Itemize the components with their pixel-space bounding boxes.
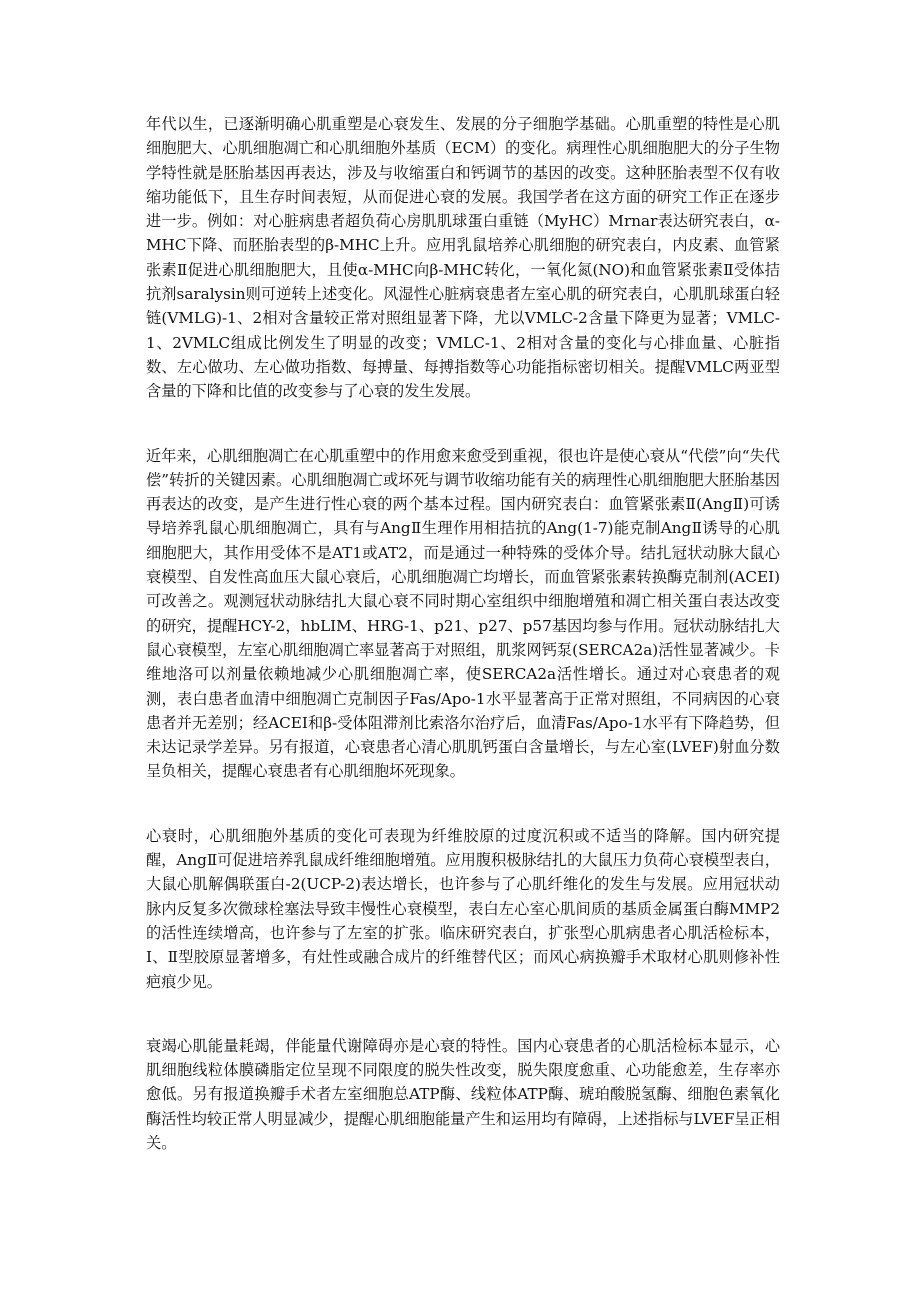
paragraph-myocardial-remodeling: 年代以生，已逐渐明确心肌重塑是心衰发生、发展的分子细胞学基础。心肌重塑的特性是心肌细胞肥大、心肌细胞凋亡和心肌细胞外基质（ECM）的变化。病理性心肌细胞肥大的分子生物学特性就是胚胎基因再表达，涉及与收缩蛋白和钙调节的基因的改变。这种胚胎表型不仅有收缩功能低下，且生存时间表短，从而促进心衰的发展。我国学者在这方面的研究工作正在逐步进一步。例如：对心脏病患者超负荷心房肌肌球蛋白重链（MyHC）Mrnar表达研究表白，α-MHC下降、而胚胎表型的β-MHC上升。应用乳鼠培养心肌细胞的研究表白，内皮素、血管紧张素Ⅱ促进心肌细胞肥大，且使α-MHC向β-MHC转化，一氧化氮(NO)和血管紧张素Ⅱ受体拮抗剂saralysin则可逆转上述变化。风湿性心脏病衰患者左室心肌的研究表白，心肌肌球蛋白轻链(VMLG)-1、2相对含量较正常对照组显著下降，尤以VMLC-2含量下降更为显著；VMLC-1、2VMLC组成比例发生了明显的改变；VMLC-1、2相对含量的变化与心排血量、心脏指数、左心做功、左心做功指数、每搏量、每搏指数等心功能指标密切相关。提醒VMLC两亚型含量的下降和比值的改变参与了心衰的发生发展。: [146, 115, 780, 401]
document-body: [146, 112, 780, 1155]
paragraph-cardiomyocyte-apoptosis: 近年来，心肌细胞凋亡在心肌重塑中的作用愈来愈受到重视，很也许是使心衰从“代偿”向“失代偿”转折的关键因素。心肌细胞凋亡或坏死与调节收缩功能有关的病理性心肌细胞肥大胚胎基因再表达的改变，是产生进行性心衰的两个基本过程。国内研究表白：血管紧张素Ⅱ(AngⅡ)可诱导培养乳鼠心肌细胞凋亡，具有与AngⅡ生理作用相拮抗的Ang(1-7)能克制AngⅡ诱导的心肌细胞肥大，其作用受体不是AT1或AT2，而是通过一种特殊的受体介导。结扎冠状动脉大鼠心衰模型、自发性高血压大鼠心衰后，心肌细胞凋亡均增长，而血管紧张素转换酶克制剂(ACEI)可改善之。观测冠状动脉结扎大鼠心衰不同时期心室组织中细胞增殖和凋亡相关蛋白表达改变的研究，提醒HCY-2，hbLIM、HRG-1、p21、p27、p57基因均参与作用。冠状动脉结扎大鼠心衰模型，左室心肌细胞凋亡率显著高于对照组，肌浆网钙泵(SERCA2a)活性显著减少。卡维地洛可以剂量依赖地减少心肌细胞凋亡率，使SERCA2a活性增长。通过对心衰患者的观测，表白患者血清中细胞凋亡克制因子Fas/Apo-1水平显著高于正常对照组，不同病因的心衰患者并无差别；经ACEI和β-受体阻滞剂比索洛尔治疗后，血清Fas/Apo-1水平有下降趋势，但未达记录学差异。另有报道，心衰患者心清心肌肌钙蛋白含量增长，与左心室(LVEF)射血分数呈负相关，提醒心衰患者有心肌细胞坏死现象。: [146, 446, 780, 781]
paragraph-extracellular-matrix: 心衰时，心肌细胞外基质的变化可表现为纤维胶原的过度沉积或不适当的降解。国内研究提醒，AngⅡ可促进培养乳鼠成纤维细胞增殖。应用腹积极脉结扎的大鼠压力负荷心衰模型表白，大鼠心肌解偶联蛋白-2(UCP-2)表达增长，也许参与了心肌纤维化的发生与发展。应用冠状动脉内反复多次微球栓塞法导致丰慢性心衰模型，表白左心室心肌间质的基质金属蛋白酶MMP2的活性连续增高，也许参与了左室的扩张。临床研究表白，扩张型心肌病患者心肌活检标本，Ⅰ、Ⅱ型胶原显著增多，有灶性或融合成片的纤维替代区；而风心病换瓣手术取材心肌则修补性疤痕少见。: [146, 826, 780, 991]
paragraph-energy-metabolism: 衰竭心肌能量耗竭，伴能量代谢障碍亦是心衰的特性。国内心衰患者的心肌活检标本显示，心肌细胞线粒体膜磷脂定位呈现不同限度的脱失性改变，脱失限度愈重、心功能愈差，生存率亦愈低。另有报道换瓣手术者左室细胞总ATP酶、线粒体ATP酶、琥珀酸脱氢酶、细胞色素氧化酶活性均较正常人明显减少，提醒心肌细胞能量产生和运用均有障碍，上述指标与LVEF呈正相关。: [146, 1036, 780, 1152]
